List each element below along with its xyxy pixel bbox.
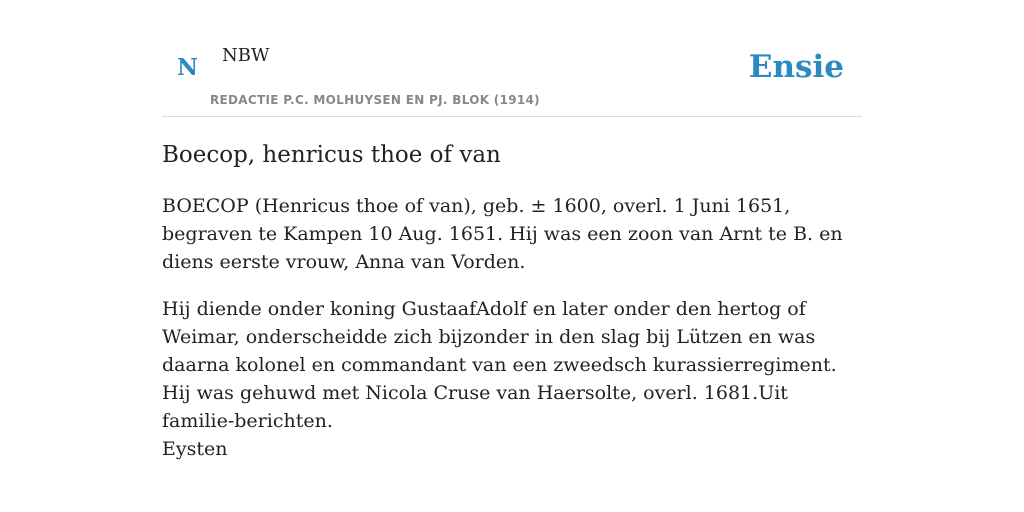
page <box>162 0 862 512</box>
brand-logo[interactable]: Ensie <box>748 49 844 85</box>
article-author: Eysten <box>162 438 228 460</box>
article-paragraph: Hij diende onder koning GustaafAdolf en later onder den hertog of Weimar, onderscheidde zich bijzonder in den slag bij Lützen en was daarna kolonel en commandant van een zweedsch kurassierregiment. Hij was gehuwd met Nicola Cruse van Haersolte, overl. 1681.Uit familie-berichten. <box>162 298 837 432</box>
source-logo[interactable]: N <box>177 54 199 81</box>
source-name[interactable]: NBW <box>222 45 270 66</box>
header <box>162 0 862 117</box>
page-title: Boecop, henricus thoe of van <box>162 142 501 168</box>
article-paragraph: BOECOP (Henricus thoe of van), geb. ± 1600, overl. 1 Juni 1651, begraven te Kampen 10 Aug. 1651. Hij was een zoon van Arnt te B. en diens eerste vrouw, Anna van Vorden. <box>162 195 843 273</box>
source-credit: REDACTIE P.C. MOLHUYSEN EN PJ. BLOK (1914) <box>210 93 540 107</box>
